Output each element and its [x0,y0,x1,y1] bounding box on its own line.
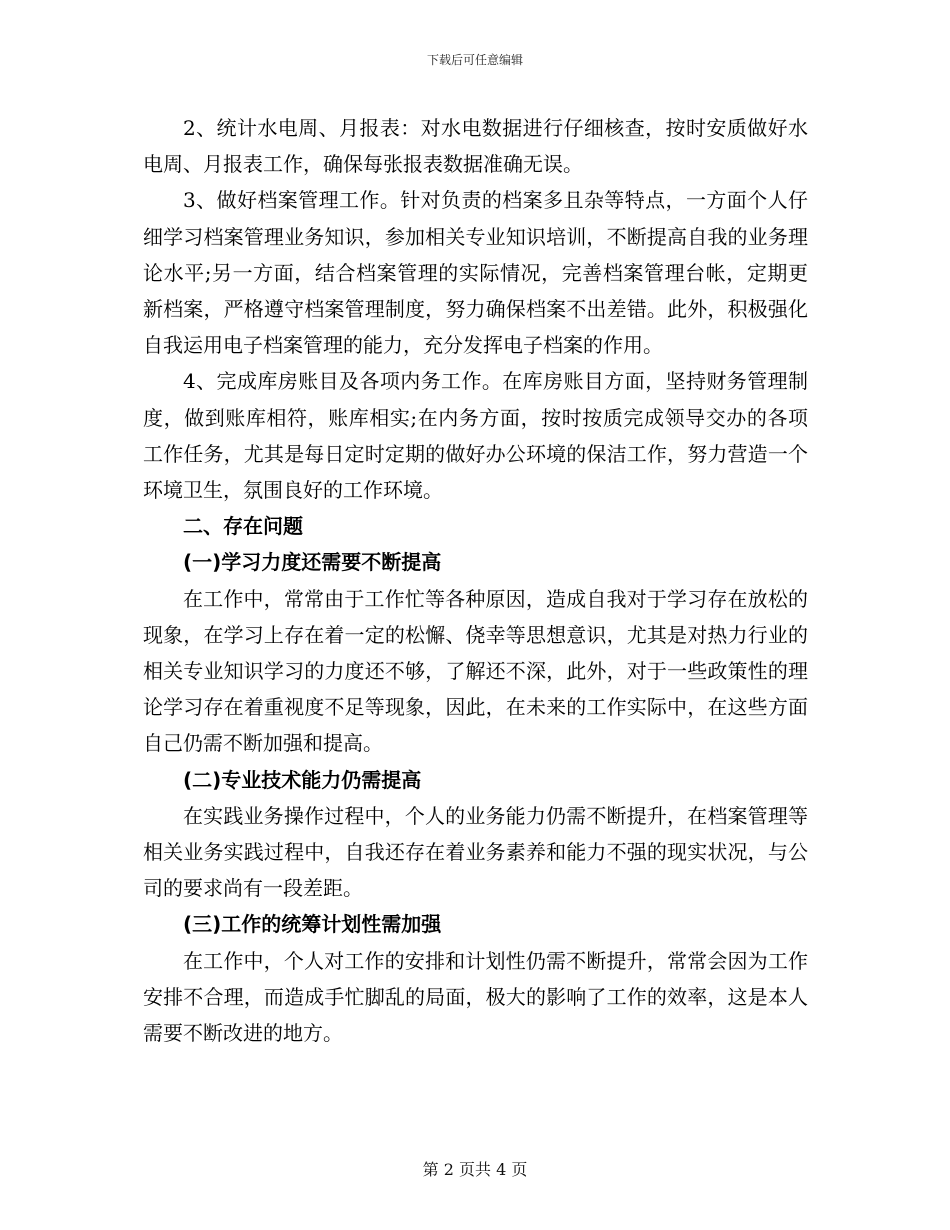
document-body [143,110,808,1051]
subsection-heading-3: (三)工作的统筹计划性需加强 [183,912,442,937]
subsection-heading-1: (一)学习力度还需要不断提高 [183,550,442,575]
paragraph-6: 在工作中，个人对工作的安排和计划性仍需不断提升，常常会因为工作安排不合理，而造成手忙脚乱的局面，极大的影响了工作的效率，这是本人需要不断改进的地方。 [143,948,808,1046]
paragraph-2: 3、做好档案管理工作。针对负责的档案多且杂等特点，一方面个人仔细学习档案管理业务知识，参加相关专业知识培训，不断提高自我的业务理论水平;另一方面，结合档案管理的实际情况，完善档案管理台帐，定期更新档案，严格遵守档案管理制度，努力确保档案不出差错。此外，积极强化自我运用电子档案管理的能力，充分发挥电子档案的作用。 [143,188,808,358]
paragraph-4: 在工作中，常常由于工作忙等各种原因，造成自我对于学习存在放松的现象，在学习上存在着一定的松懈、侥幸等思想意识，尤其是对热力行业的相关专业知识学习的力度还不够，了解还不深，此外，对于一些政策性的理论学习存在着重视度不足等现象，因此，在未来的工作实际中，在这些方面自己仍需不断加强和提高。 [143,586,808,756]
paragraph-5: 在实践业务操作过程中，个人的业务能力仍需不断提升，在档案管理等相关业务实践过程中，自我还存在着业务素养和能力不强的现实状况，与公司的要求尚有一段差距。 [143,803,808,901]
paragraph-3: 4、完成库房账目及各项内务工作。在库房账目方面，坚持财务管理制度，做到账库相符，账库相实;在内务方面，按时按质完成领导交办的各项工作任务，尤其是每日定时定期的做好办公环境的保洁工作，努力营造一个环境卫生，氛围良好的工作环境。 [143,369,808,503]
page-footer: 第 2 页共 4 页 [422,1160,528,1179]
paragraph-1: 2、统计水电周、月报表：对水电数据进行仔细核查，按时安质做好水电周、月报表工作，确保每张报表数据准确无误。 [143,116,808,177]
subsection-heading-2: (二)专业技术能力仍需提高 [183,767,422,792]
page-header: 下载后可任意编辑 [426,53,523,67]
section-heading-problems: 二、存在问题 [183,514,303,539]
